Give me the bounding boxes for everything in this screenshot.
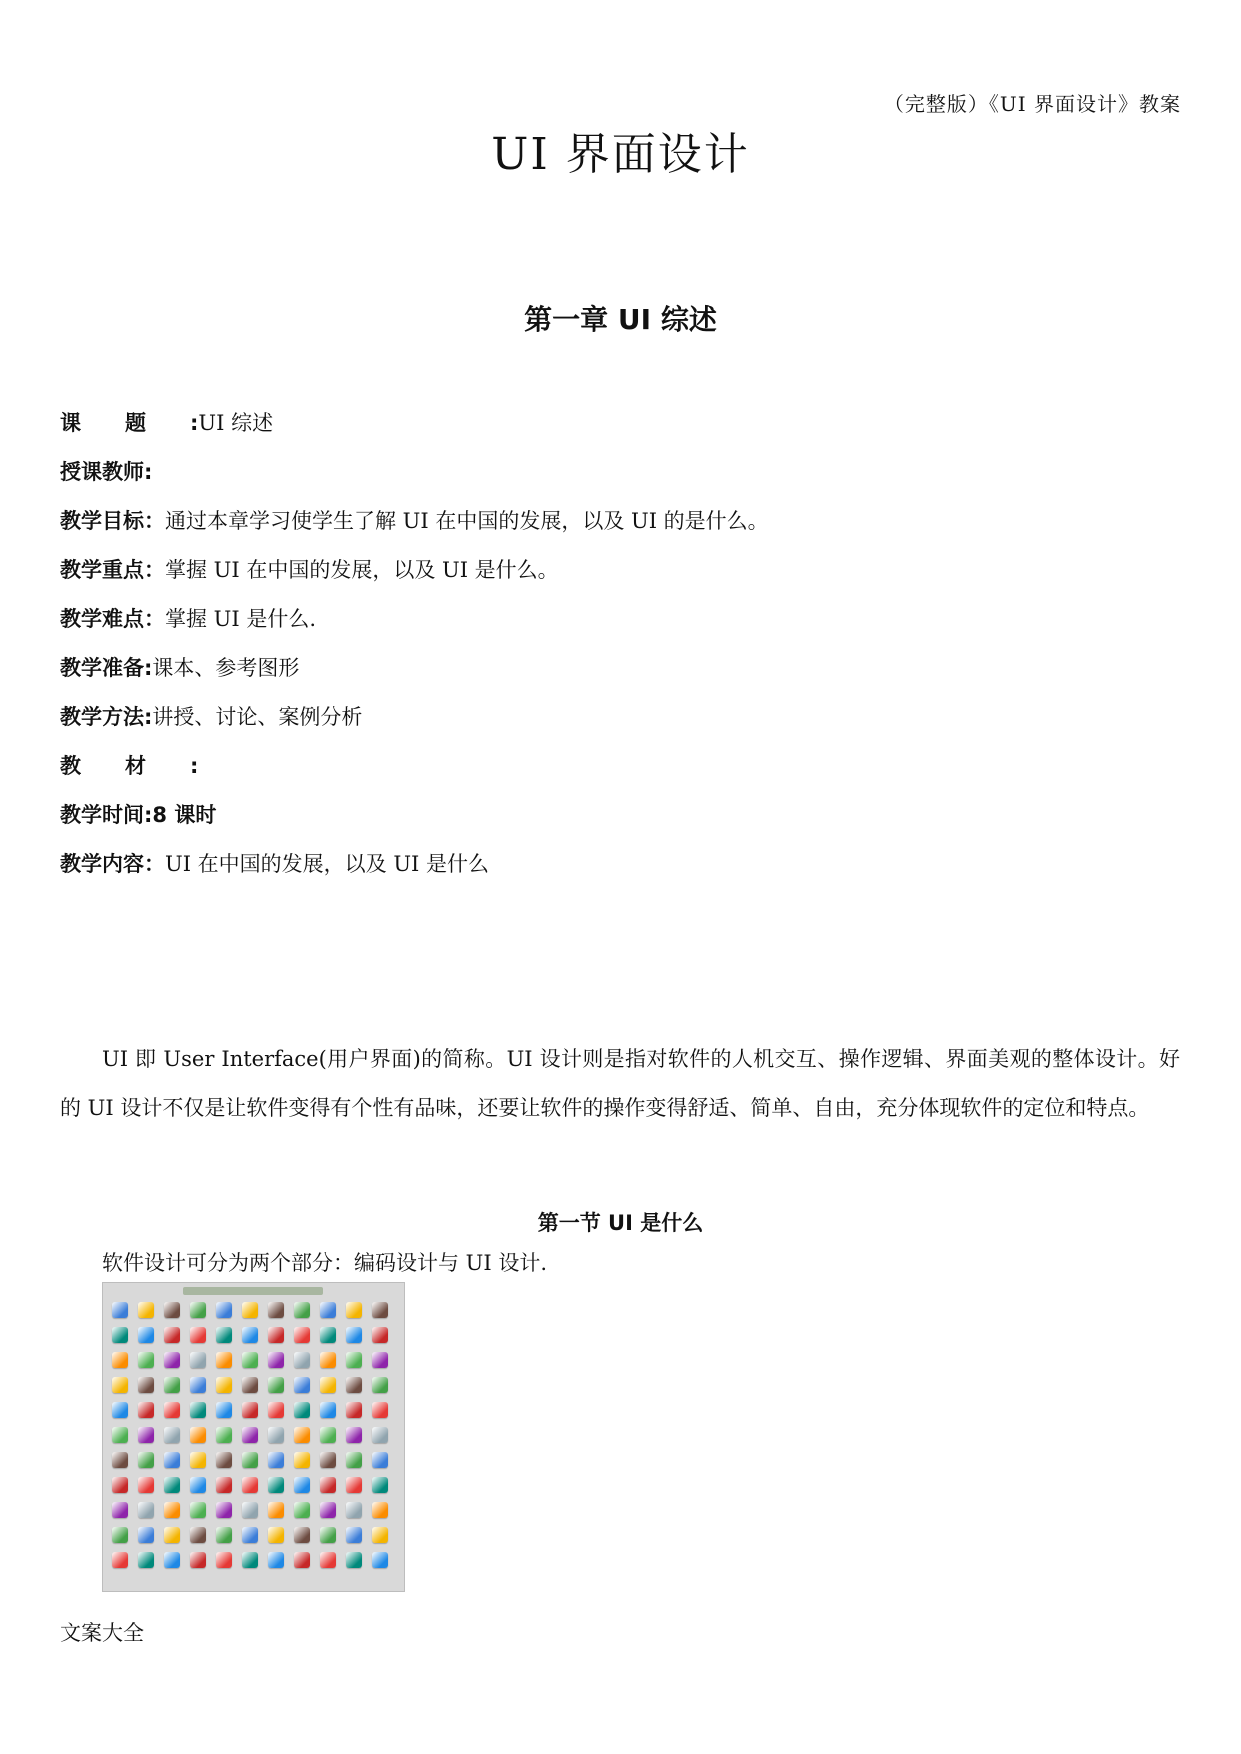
icon-collection-image [102,1282,405,1592]
sample-icon [138,1427,154,1443]
sample-icon [138,1327,154,1343]
sample-icon [268,1352,284,1368]
sample-icon [372,1502,388,1518]
figure-header-bar [183,1287,323,1295]
sample-icon [164,1327,180,1343]
sample-icon [294,1527,310,1543]
info-value: 讲授、讨论、案例分析 [152,705,363,729]
info-label: 教学难点 [60,607,144,631]
sample-icon [138,1552,154,1568]
sample-icon [320,1352,336,1368]
sample-icon [242,1402,258,1418]
sample-icon [112,1452,128,1468]
lesson-info-row: 教材: [60,751,1180,800]
lesson-info-row: 教学重点：掌握 UI 在中国的发展，以及 UI 是什么。 [60,558,559,582]
sample-icon [190,1327,206,1343]
document-title: UI 界面设计 [491,129,750,180]
section-title: 第一节 UI 是什么 [537,1211,704,1235]
sample-icon [112,1502,128,1518]
info-label: 教学内容 [60,852,144,876]
info-value: 8 课时 [152,803,217,827]
sample-icon [268,1427,284,1443]
sample-icon [242,1352,258,1368]
sample-icon [320,1427,336,1443]
sample-icon [346,1427,362,1443]
info-label: 教学准备 [60,656,144,680]
sample-icon [372,1427,388,1443]
sample-icon [268,1477,284,1493]
sample-icon [242,1377,258,1393]
lesson-info-row: 教学目标：通过本章学习使学生了解 UI 在中国的发展，以及 UI 的是什么。 [60,509,769,533]
info-label: 课题 [60,411,190,435]
sample-icon [372,1377,388,1393]
info-value: 掌握 UI 在中国的发展，以及 UI 是什么。 [165,558,559,582]
lesson-info-row: 授课教师: [60,460,153,484]
sample-icon [190,1352,206,1368]
sample-icon [242,1427,258,1443]
sample-icon [112,1302,128,1318]
info-value: 课本、参考图形 [152,656,300,680]
sample-icon [216,1452,232,1468]
sample-icon [268,1452,284,1468]
lesson-info-row: 课题:UI 综述 [60,408,1180,457]
sample-icon [190,1552,206,1568]
info-label: 教材 [60,754,190,778]
sample-icon [190,1477,206,1493]
sample-icon [190,1377,206,1393]
info-label: 教学方法 [60,705,144,729]
lesson-info-list [60,408,1180,898]
sample-icon [216,1477,232,1493]
sample-icon [242,1302,258,1318]
sample-icon [268,1327,284,1343]
sample-icon [346,1527,362,1543]
sample-icon [190,1452,206,1468]
sample-icon [294,1377,310,1393]
sample-icon [294,1327,310,1343]
sample-icon [320,1477,336,1493]
sample-icon [372,1452,388,1468]
sample-icon [138,1302,154,1318]
info-label: 教学时间 [60,803,144,827]
sample-icon [112,1477,128,1493]
sample-icon [138,1402,154,1418]
sample-icon [216,1302,232,1318]
sample-icon [372,1327,388,1343]
sample-icon [294,1402,310,1418]
sample-icon [268,1527,284,1543]
sample-icon [320,1502,336,1518]
sample-icon [268,1552,284,1568]
lesson-info-row: 教学难点：掌握 UI 是什么. [60,607,317,631]
sample-icon [372,1527,388,1543]
sample-icon [294,1502,310,1518]
sample-icon [346,1402,362,1418]
sample-icon [346,1502,362,1518]
sample-icon [294,1452,310,1468]
sample-icon [216,1402,232,1418]
sample-icon [320,1302,336,1318]
sample-icon [242,1452,258,1468]
lesson-info-row: 教学准备:课本、参考图形 [60,656,300,680]
sample-icon [372,1552,388,1568]
sample-icon [242,1477,258,1493]
sample-icon [164,1477,180,1493]
sample-icon [268,1377,284,1393]
sample-icon [242,1552,258,1568]
sample-icon [190,1427,206,1443]
sample-icon [216,1427,232,1443]
sample-icon [190,1402,206,1418]
sample-icon [268,1502,284,1518]
sample-icon [372,1402,388,1418]
sample-icon [164,1502,180,1518]
sample-icon [242,1327,258,1343]
sample-icon [294,1352,310,1368]
sample-icon [164,1402,180,1418]
sample-icon [320,1452,336,1468]
sample-icon [346,1327,362,1343]
sample-icon [138,1527,154,1543]
sample-icon [372,1302,388,1318]
info-label: 授课教师 [60,460,144,484]
page-footer: 文案大全 [60,1621,144,1645]
sample-icon [112,1427,128,1443]
sample-icon [112,1352,128,1368]
sample-icon [112,1327,128,1343]
sample-icon [268,1302,284,1318]
sample-icon [268,1402,284,1418]
sample-icon [216,1327,232,1343]
sample-icon [112,1377,128,1393]
sample-icon [294,1302,310,1318]
sample-icon [346,1302,362,1318]
lesson-info-row: 教学时间:8 课时 [60,803,217,827]
sample-icon [190,1302,206,1318]
sample-icon [164,1552,180,1568]
sample-icon [242,1502,258,1518]
sample-icon [190,1527,206,1543]
sample-icon [216,1352,232,1368]
sample-icon [216,1377,232,1393]
sample-icon [346,1477,362,1493]
sample-icon [190,1502,206,1518]
sample-icon [320,1552,336,1568]
sample-icon [112,1402,128,1418]
chapter-title: 第一章 UI 综述 [524,303,717,336]
sample-icon [320,1527,336,1543]
sample-icon [346,1377,362,1393]
sample-icon [346,1552,362,1568]
sample-icon [138,1477,154,1493]
sample-icon [242,1527,258,1543]
sample-icon [346,1452,362,1468]
sample-icon [138,1502,154,1518]
sample-icon [138,1452,154,1468]
sample-icon [216,1552,232,1568]
info-value: 通过本章学习使学生了解 UI 在中国的发展，以及 UI 的是什么。 [165,509,769,533]
sample-icon [372,1352,388,1368]
sample-icon [320,1402,336,1418]
info-value: UI 综述 [198,411,274,435]
intro-paragraph: UI 即 User Interface(用户界面)的简称。UI 设计则是指对软件的人机交互、操作逻辑、界面美观的整体设计。好的 UI 设计不仅是让软件变得有个性有品味，还要让软件的操作变得舒适、简单、自由，充分体现软件的定位和特点。 [60,1047,1180,1120]
info-label: 教学重点 [60,558,144,582]
sample-icon [138,1377,154,1393]
sample-icon [112,1527,128,1543]
sample-icon [216,1527,232,1543]
sample-icon [294,1427,310,1443]
sample-icon [294,1477,310,1493]
info-label: 教学目标 [60,509,144,533]
sample-icon [164,1452,180,1468]
sample-icon [164,1427,180,1443]
section-text: 软件设计可分为两个部分：编码设计与 UI 设计. [102,1251,548,1275]
lesson-info-row: 教学内容：UI 在中国的发展，以及 UI 是什么 [60,852,490,876]
lesson-info-row: 教学方法:讲授、讨论、案例分析 [60,705,363,729]
sample-icon [164,1302,180,1318]
sample-icon [216,1502,232,1518]
sample-icon [164,1527,180,1543]
icon-grid [109,1299,399,1587]
sample-icon [320,1377,336,1393]
running-header: （完整版）《UI 界面设计》教案 [883,92,1181,116]
sample-icon [346,1352,362,1368]
sample-icon [138,1352,154,1368]
sample-icon [112,1552,128,1568]
sample-icon [164,1352,180,1368]
info-value: UI 在中国的发展，以及 UI 是什么 [165,852,490,876]
sample-icon [294,1552,310,1568]
sample-icon [164,1377,180,1393]
sample-icon [320,1327,336,1343]
info-value: 掌握 UI 是什么. [165,607,317,631]
sample-icon [372,1477,388,1493]
